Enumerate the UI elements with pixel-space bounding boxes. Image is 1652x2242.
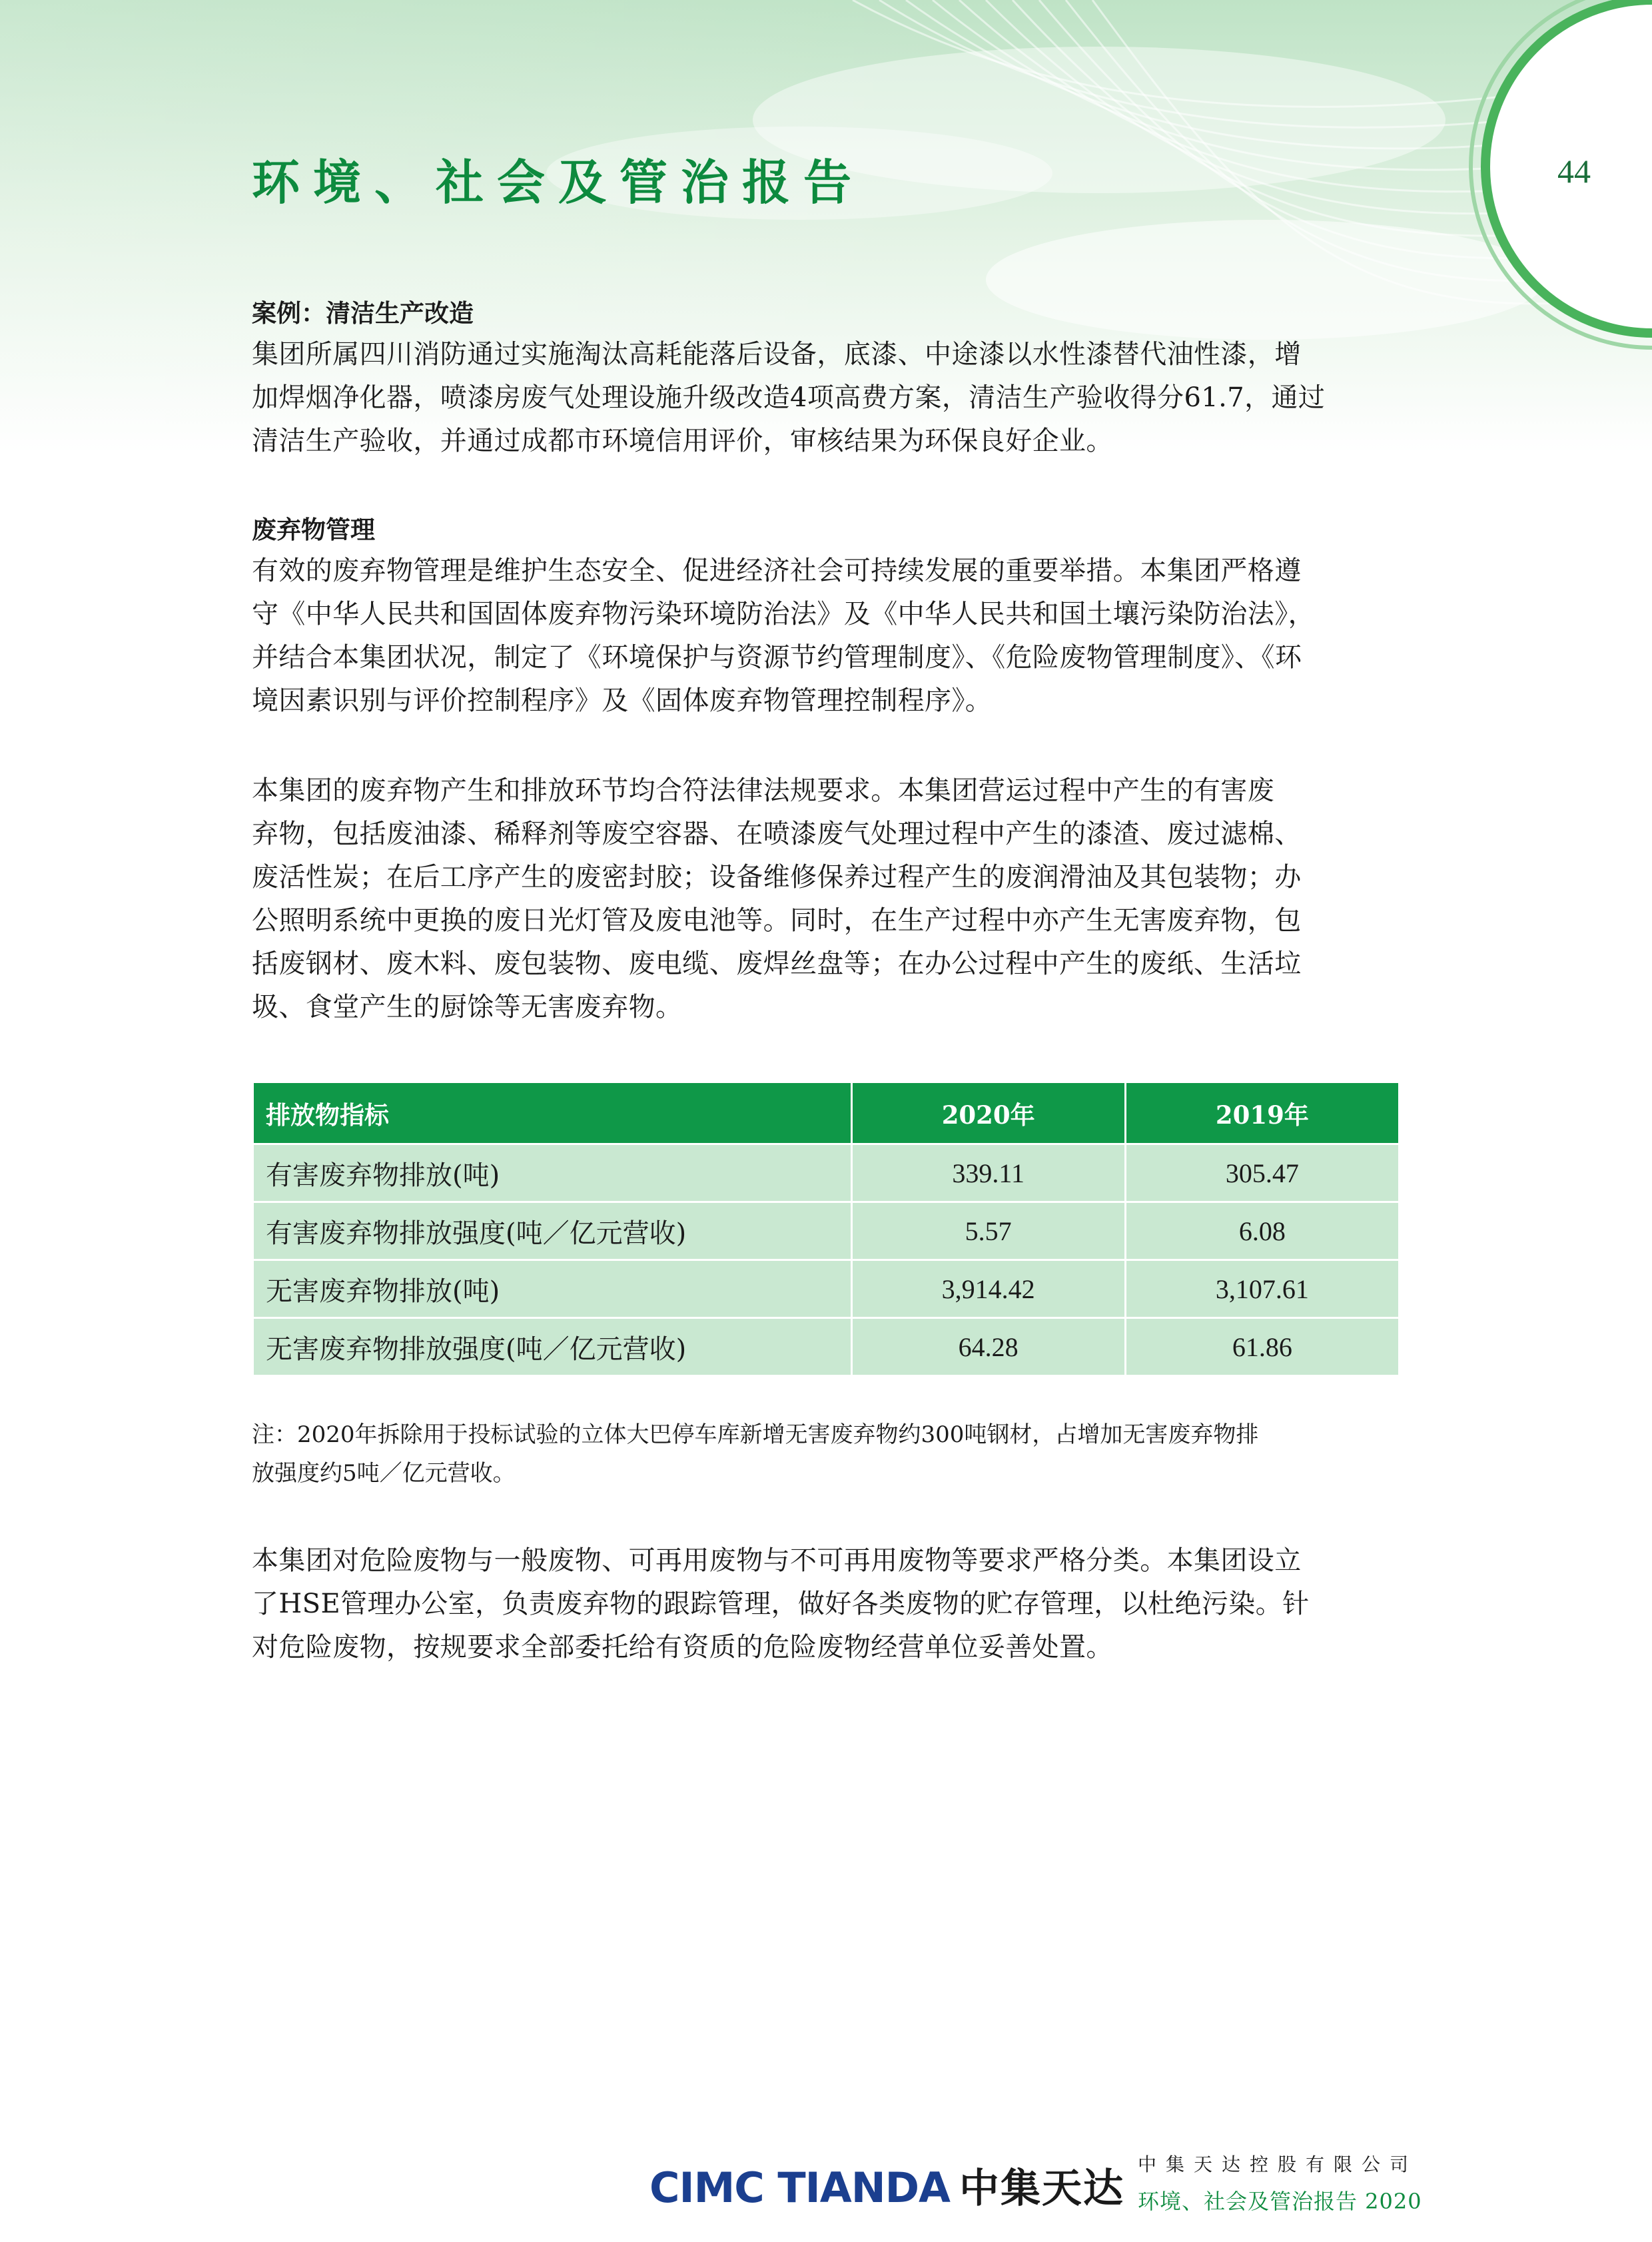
case-heading: 案例：清洁生产改造 — [252, 298, 474, 328]
value-2020: 5.57 — [851, 1202, 1125, 1260]
note-line: 注：2020年拆除用于投标试验的立体大巴停车库新增无害废弃物约300吨钢材，占增加无害废弃物排 — [252, 1421, 1259, 1448]
case-line: 清洁生产验收，并通过成都市环境信用评价，审核结果为环保良好企业。 — [252, 426, 1113, 456]
header-2020: 2020年 — [851, 1082, 1125, 1144]
note-line: 放强度约5吨／亿元营收。 — [252, 1460, 516, 1487]
row-label: 无害废弃物排放(吨) — [253, 1260, 852, 1318]
row-label: 无害废弃物排放强度(吨／亿元营收) — [253, 1318, 852, 1376]
value-2019: 61.86 — [1125, 1318, 1399, 1376]
waste-para2-line: 本集团的废弃物产生和排放环节均合符法律法规要求。本集团营运过程中产生的有害废 — [252, 775, 1275, 806]
case-line: 集团所属四川消防通过实施淘汰高耗能落后设备，底漆、中途漆以水性漆替代油性漆，增 — [252, 339, 1302, 370]
table-row — [253, 1318, 1400, 1376]
row-label: 有害废弃物排放强度(吨／亿元营收) — [253, 1202, 852, 1260]
table-header-row — [253, 1082, 1400, 1144]
table-row — [253, 1144, 1400, 1202]
header-indicator: 排放物指标 — [253, 1082, 852, 1144]
closing-line: 对危险废物，按规要求全部委托给有资质的危险废物经营单位妥善处置。 — [252, 1632, 1113, 1663]
logo-chinese: 中集天达 — [959, 2165, 1125, 2212]
cimc-tianda-logo — [649, 2157, 1124, 2214]
table-row — [253, 1202, 1400, 1260]
emissions-table — [252, 1081, 1400, 1377]
waste-para1-line: 并结合本集团状况，制定了《环境保护与资源节约管理制度》、《危险废物管理制度》、《环 — [252, 642, 1302, 673]
table-note — [252, 1415, 1398, 1493]
value-2020: 64.28 — [851, 1318, 1125, 1376]
table-row — [253, 1260, 1400, 1318]
waste-para2-line: 弃物，包括废油漆、稀释剂等废空容器、在喷漆废气处理过程中产生的漆渣、废过滤棉、 — [252, 819, 1302, 849]
waste-para2-line: 公照明系统中更换的废日光灯管及废电池等。同时，在生产过程中亦产生无害废弃物，包 — [252, 905, 1302, 936]
main-content — [252, 293, 1398, 1669]
header-2019: 2019年 — [1125, 1082, 1399, 1144]
case-line: 加焊烟净化器，喷漆房废气处理设施升级改造4项高费方案，清洁生产验收得分61.7，通过 — [252, 382, 1326, 413]
value-2020: 339.11 — [851, 1144, 1125, 1202]
value-2019: 6.08 — [1125, 1202, 1399, 1260]
waste-para2-line: 圾、食堂产生的厨馀等无害废弃物。 — [252, 992, 683, 1022]
waste-para1-line: 守《中华人民共和国固体废弃物污染环境防治法》及《中华人民共和国土壤污染防治法》， — [252, 599, 1315, 629]
value-2019: 305.47 — [1125, 1144, 1399, 1202]
footer-report-title: 环境、社会及管治报告 2020 — [1138, 2189, 1422, 2214]
waste-para2-line: 废活性炭；在后工序产生的废密封胶；设备维修保养过程产生的废润滑油及其包装物；办 — [252, 862, 1302, 893]
page-number: 44 — [1557, 153, 1591, 190]
footer-company-name: 中集天达控股有限公司 — [1138, 2153, 1418, 2175]
page-title: 环境、社会及管治报告 — [252, 155, 865, 210]
waste-para2-line: 括废钢材、废木料、废包装物、废电缆、废焊丝盘等；在办公过程中产生的废纸、生活垃 — [252, 948, 1302, 979]
logo-english: CIMC TIANDA — [649, 2163, 951, 2212]
closing-line: 本集团对危险废物与一般废物、可再用废物与不可再用废物等要求严格分类。本集团设立 — [252, 1545, 1302, 1576]
waste-para1-line: 有效的废弃物管理是维护生态安全、促进经济社会可持续发展的重要举措。本集团严格遵 — [252, 556, 1302, 586]
value-2019: 3,107.61 — [1125, 1260, 1399, 1318]
row-label: 有害废弃物排放(吨) — [253, 1144, 852, 1202]
value-2020: 3,914.42 — [851, 1260, 1125, 1318]
closing-line: 了HSE管理办公室，负责废弃物的跟踪管理，做好各类废物的贮存管理，以杜绝污染。针 — [252, 1589, 1310, 1619]
waste-para1-line: 境因素识别与评价控制程序》及《固体废弃物管理控制程序》。 — [252, 685, 993, 716]
waste-heading: 废弃物管理 — [252, 515, 375, 544]
